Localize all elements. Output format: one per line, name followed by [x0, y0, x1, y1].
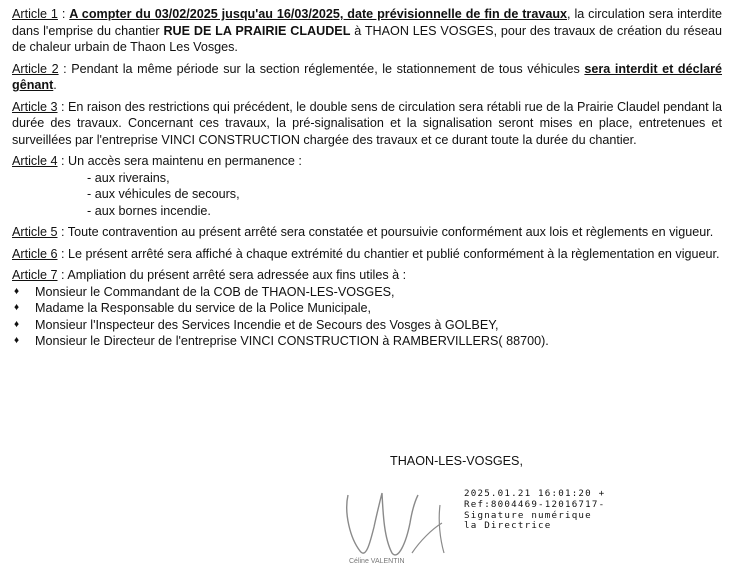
article-2-text-2: .	[53, 78, 57, 92]
article-6-label: Article 6	[12, 246, 58, 261]
article-6	[12, 246, 722, 263]
article-1-text-2: à THAON LES VOSGES, pour des travaux de création du réseau de chaleur urbain de Thaon Les Vosges.	[12, 23, 722, 54]
recipient: Monsieur le Directeur de l'entreprise VINCI CONSTRUCTION à RAMBERVILLERS( 88700).	[35, 334, 549, 348]
stamp-line: Ref:8004469-12016717-	[464, 498, 606, 510]
diamond-bullet-icon: ♦	[14, 302, 20, 313]
distribution-list	[12, 284, 722, 350]
article-4-list	[12, 170, 722, 220]
article-1	[12, 6, 722, 56]
diamond-bullet-icon: ♦	[14, 285, 20, 297]
article-3-label: Article 3	[12, 99, 58, 114]
article-6-text: Le présent arrêté sera affiché à chaque extrémité du chantier et publié conformément à la règlementation en vigueur.	[68, 246, 720, 261]
digital-signature-stamp	[464, 489, 605, 532]
article-2-label: Article 2	[12, 61, 59, 76]
article-7	[12, 267, 722, 350]
article-4-separator: :	[57, 154, 68, 168]
article-2	[12, 61, 722, 94]
article-2-emphasis: sera interdit et déclaré gênant	[12, 61, 722, 92]
article-6-separator: :	[57, 246, 68, 261]
arrete-body	[12, 6, 722, 355]
article-5-separator: :	[57, 225, 68, 239]
article-1-separator: :	[57, 7, 70, 21]
list-item	[12, 284, 722, 301]
signatory-name: Céline VALENTIN	[349, 558, 405, 565]
article-4-label: Article 4	[12, 154, 58, 168]
article-2-text-1: Pendant la même période sur la section réglementée, le stationnement de tous véhicules	[71, 61, 585, 76]
article-1-text-1: , la circulation sera interdite dans l'emprise du chantier	[12, 7, 723, 38]
stamp-line: 2025.01.21 16:01:20 +	[464, 488, 606, 499]
diamond-bullet-icon: ♦	[14, 335, 20, 346]
list-item	[12, 317, 722, 334]
recipient: Monsieur l'Inspecteur des Services Incendie et de Secours des Vosges à GOLBEY,	[35, 317, 499, 332]
article-5	[12, 224, 722, 241]
diamond-bullet-icon: ♦	[14, 318, 20, 330]
article-7-separator: :	[57, 268, 68, 282]
list-item: - aux véhicules de secours,	[87, 187, 240, 201]
article-1-street: RUE DE LA PRAIRIE CLAUDEL	[163, 23, 351, 38]
article-7-label: Article 7	[12, 268, 58, 282]
list-item: - aux riverains,	[87, 170, 170, 185]
list-item	[12, 300, 722, 317]
article-5-label: Article 5	[12, 225, 58, 239]
stamp-line: la Directrice	[464, 520, 552, 532]
list-item: - aux bornes incendie.	[87, 203, 211, 218]
recipient: Monsieur le Commandant de la COB de THAON-LES-VOSGES,	[35, 284, 395, 299]
list-item	[12, 333, 722, 350]
signing-place: THAON-LES-VOSGES,	[390, 454, 523, 468]
article-7-text: Ampliation du présent arrêté sera adressée aux fins utiles à :	[67, 268, 407, 282]
article-2-separator: :	[58, 61, 72, 76]
recipient: Madame la Responsable du service de la Police Municipale,	[35, 301, 372, 315]
article-3	[12, 99, 722, 149]
article-3-text: En raison des restrictions qui précédent, le double sens de circulation sera rétabli rue de la Prairie Claudel pendant la durée des travaux. Concernant ces travaux, la pré-signalisation et la signalisation seront mises en place, entretenues et surveillées par l'entreprise VINCI CONSTRUCTION chargée des travaux et ce durant toute la durée du chantier.	[12, 99, 722, 147]
handwritten-signature	[340, 483, 460, 568]
article-4-text: Un accès sera maintenu en permanence :	[68, 154, 302, 168]
article-1-label: Article 1	[12, 7, 58, 21]
article-5-text: Toute contravention au présent arrêté sera constatée et poursuivie conformément aux lois et règlements en vigueur.	[67, 225, 714, 239]
article-1-dates: A compter du 03/02/2025 jusqu'au 16/03/2025, date prévisionnelle de fin de travaux	[69, 7, 568, 21]
article-4	[12, 153, 722, 219]
stamp-line: Signature numérique	[464, 509, 592, 521]
article-3-separator: :	[57, 99, 69, 114]
